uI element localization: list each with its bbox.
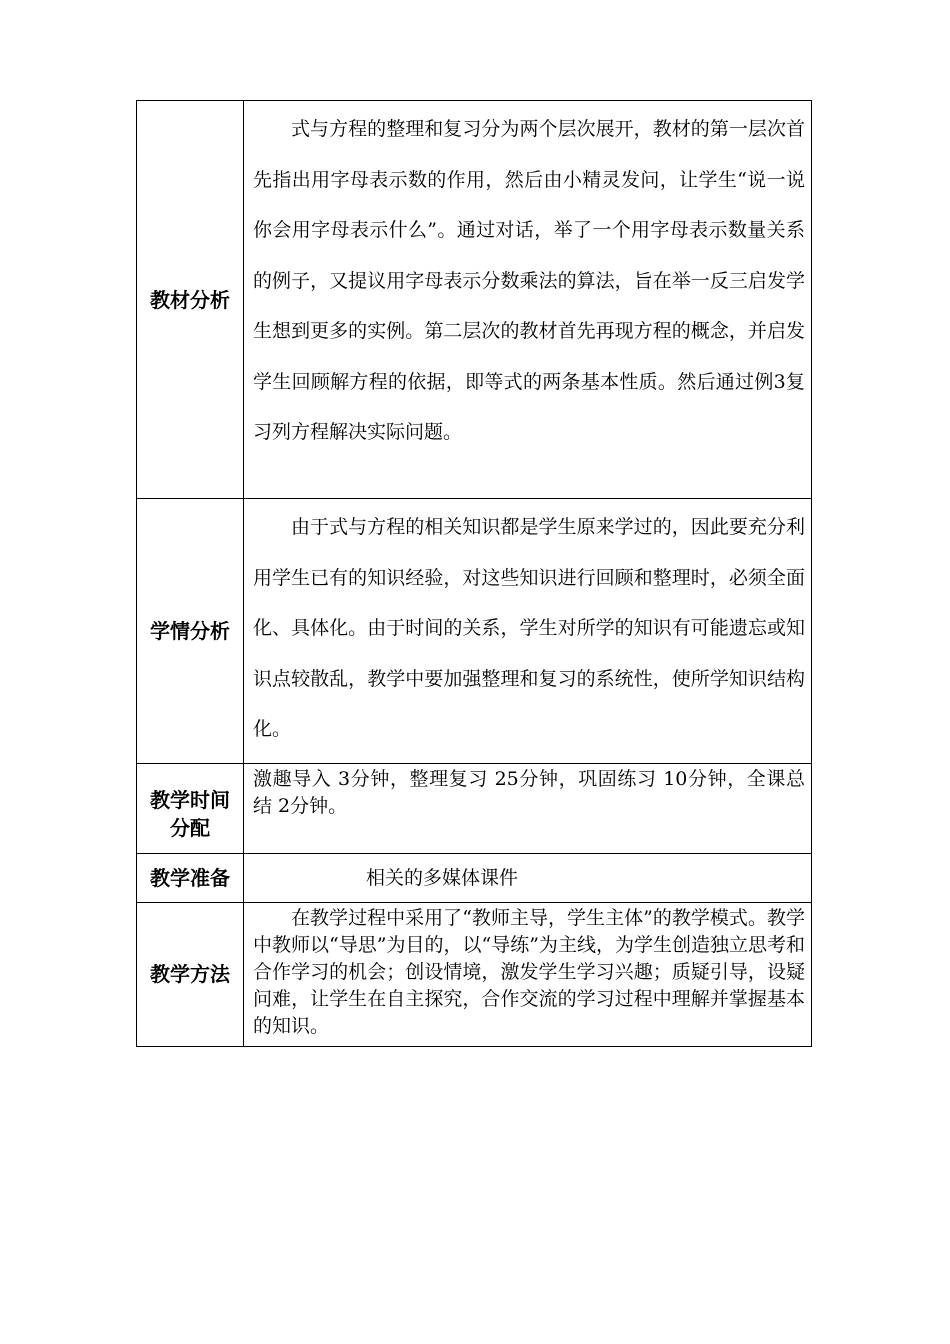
row-content-student-analysis bbox=[244, 499, 812, 764]
table-row-student-analysis bbox=[137, 499, 812, 764]
row-label-student-analysis: 学情分析 bbox=[137, 499, 244, 764]
time-allocation-text: 激趣导入 3分钟，整理复习 25分钟，巩固练习 10分钟，全课总结 2分钟。 bbox=[253, 767, 805, 817]
teaching-method-text: 在教学过程中采用了“教师主导，学生主体”的教学模式。教学中教师以“导思”为目的，以“导练”为主线，为学生创造独立思考和合作学习的机会；创设情境，激发学生学习兴趣；质疑引导，设疑问难，让学生在自主探究，合作交流的学习过程中理解并掌握基本的知识。 bbox=[253, 906, 805, 1037]
row-content-material-analysis bbox=[244, 101, 812, 499]
lesson-plan-table bbox=[136, 100, 812, 1047]
preparation-text: 相关的多媒体课件 bbox=[366, 866, 519, 889]
row-content-teaching-method bbox=[244, 902, 812, 1046]
time-allocation-label-line2: 分配 bbox=[170, 816, 210, 840]
row-label-preparation: 教学准备 bbox=[137, 853, 244, 902]
table-row-time-allocation bbox=[137, 763, 812, 853]
table-row-material-analysis bbox=[137, 101, 812, 499]
row-content-preparation bbox=[244, 853, 812, 902]
table-row-teaching-method bbox=[137, 902, 812, 1046]
material-analysis-text: 式与方程的整理和复习分为两个层次展开，教材的第一层次首先指出用字母表示数的作用，然后由小精灵发问，让学生“说一说你会用字母表示什么”。通过对话，举了一个用字母表示数量关系的例子，又提议用字母表示分数乘法的算法，旨在举一反三启发学生想到更多的实例。第二层次的教材首先再现方程的概念，并启发学生回顾解方程的依据，即等式的两条基本性质。然后通过例3复习列方程解决实际问题。 bbox=[253, 118, 805, 443]
row-content-time-allocation bbox=[244, 763, 812, 853]
student-analysis-text: 由于式与方程的相关知识都是学生原来学过的，因此要充分利用学生已有的知识经验，对这些知识进行回顾和整理时，必须全面化、具体化。由于时间的关系，学生对所学的知识有可能遗忘或知识点较散乱，教学中要加强整理和复习的系统性，使所学知识结构化。 bbox=[253, 516, 805, 740]
row-label-time-allocation bbox=[137, 763, 244, 853]
row-label-teaching-method: 教学方法 bbox=[137, 902, 244, 1046]
table-row-preparation bbox=[137, 853, 812, 902]
row-label-material-analysis: 教材分析 bbox=[137, 101, 244, 499]
time-allocation-label-line1: 教学时间 bbox=[150, 788, 230, 812]
